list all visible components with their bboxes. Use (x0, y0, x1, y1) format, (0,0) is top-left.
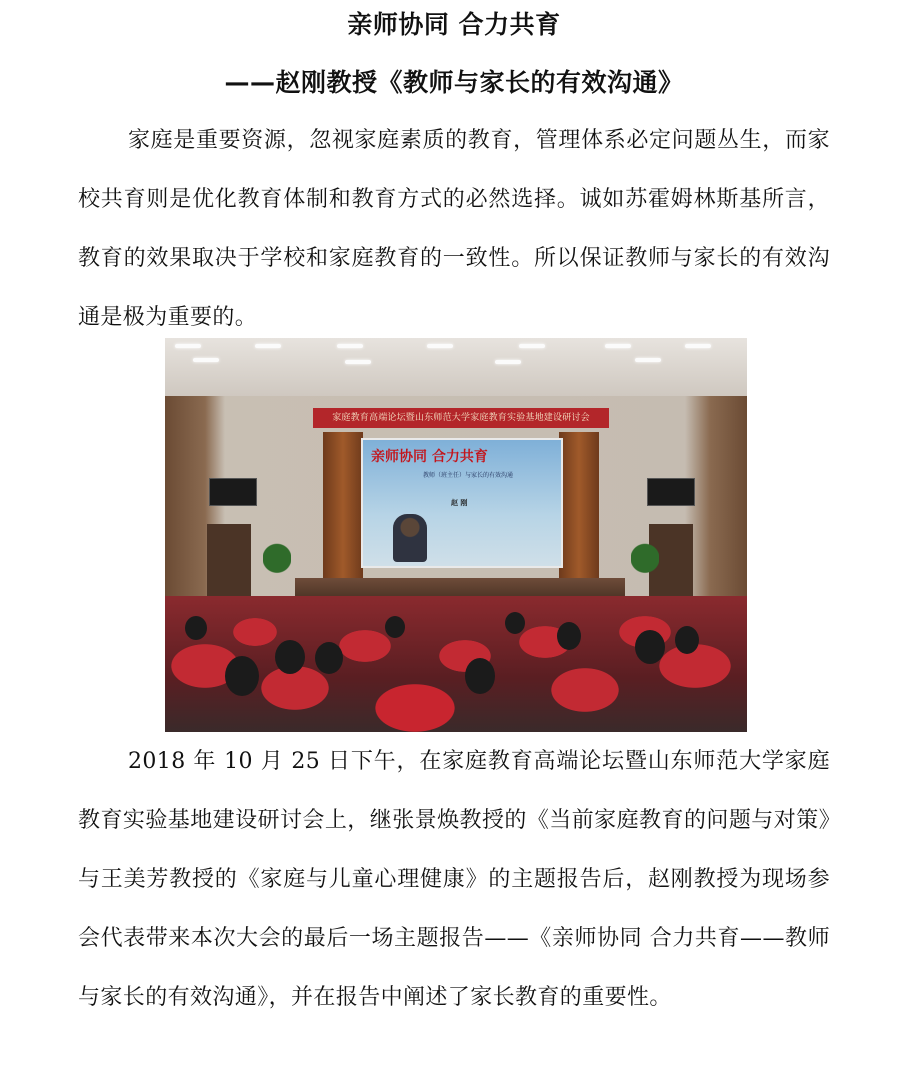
screen-title: 亲师协同 合力共育 (371, 449, 488, 465)
audience-head (185, 616, 207, 640)
photo-ceiling (165, 338, 747, 396)
ceiling-light (605, 344, 631, 348)
ceiling-light (427, 344, 453, 348)
intro-paragraph: 家庭是重要资源，忽视家庭素质的教育，管理体系必定问题丛生，而家校共育则是优化教育体制和教育方式的必然选择。诚如苏霍姆林斯基所言，教育的效果取决于学校和家庭教育的一致性。所以保证教师与家长的有效沟通是极为重要的。 (78, 128, 830, 330)
ceiling-light (337, 344, 363, 348)
wall-monitor-left (209, 478, 257, 506)
stage-curtain-right (559, 432, 599, 592)
ceiling-light (193, 358, 219, 362)
screen-subtitle: 教师（班主任）与家长的有效沟通 (423, 472, 514, 479)
stage-curtain-left (323, 432, 363, 592)
audience-head (675, 626, 699, 654)
audience-head (275, 640, 305, 674)
speaker-portrait (393, 514, 427, 562)
audience-head (385, 616, 405, 638)
audience-head (225, 656, 259, 696)
ceiling-light (635, 358, 661, 362)
ceiling-light (495, 360, 521, 364)
ceiling-light (519, 344, 545, 348)
potted-plant-right (631, 538, 659, 596)
audience-head (465, 658, 495, 694)
document-title: 亲师协同 合力共育 (347, 10, 561, 39)
projection-screen (361, 438, 563, 568)
document-subtitle: ——赵刚教授《教师与家长的有效沟通》 (224, 68, 684, 97)
screen-speaker-name: 赵 刚 (451, 498, 468, 507)
audience-head (315, 642, 343, 674)
wall-monitor-right (647, 478, 695, 506)
ceiling-light (345, 360, 371, 364)
door-left (207, 524, 251, 596)
audience-head (505, 612, 525, 634)
audience-head (635, 630, 665, 664)
audience-seating (165, 596, 747, 732)
ceiling-light (685, 344, 711, 348)
lecture-hall-photo (165, 338, 747, 732)
potted-plant-left (263, 538, 291, 596)
ceiling-light (255, 344, 281, 348)
ceiling-light (175, 344, 201, 348)
event-paragraph: 2018 年 10 月 25 日下午，在家庭教育高端论坛暨山东师范大学家庭教育实验基地建设研讨会上，继张景焕教授的《当前家庭教育的问题与对策》与王美芳教授的《家庭与儿童心理健康》的主题报告后，赵刚教授为现场参会代表带来本次大会的最后一场主题报告——《亲师协同 合力共育——教师与家长的有效沟通》，并在报告中阐述了家长教育的重要性。 (78, 749, 830, 1010)
venue-banner: 家庭教育高端论坛暨山东师范大学家庭教育实验基地建设研讨会 (313, 408, 609, 428)
audience-head (557, 622, 581, 650)
